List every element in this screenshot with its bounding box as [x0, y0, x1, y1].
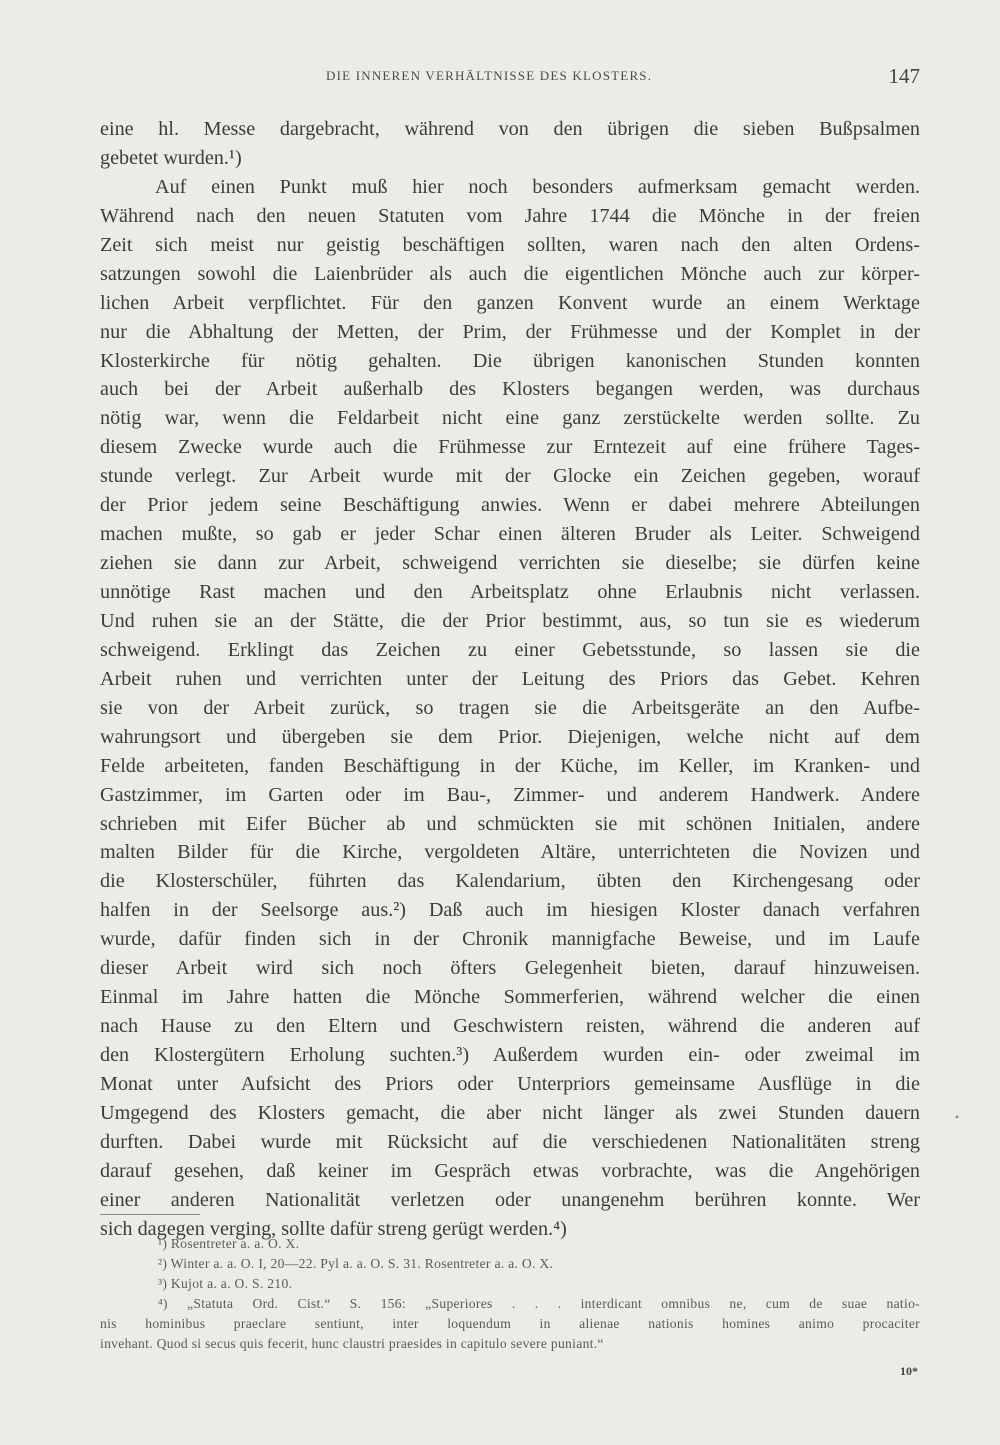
text-line: diesem Zwecke wurde auch die Frühmesse zur Erntezeit auf eine frühere Tages-	[100, 436, 920, 459]
footnote-2: ²) Winter a. a. O. I, 20—22. Pyl a. a. O. S. 31. Rosentreter a. a. O. X.	[158, 1256, 554, 1271]
body-text	[100, 115, 920, 1244]
text-line: schweigend. Erklingt das Zeichen zu einer Gebetsstunde, so lassen sie die	[100, 638, 920, 661]
text-line: dieser Arbeit wird sich noch öfters Gelegenheit bieten, darauf hinzuweisen.	[100, 957, 920, 980]
text-line: wahrungsort und übergeben sie dem Prior. Diejenigen, welche nicht auf dem	[100, 725, 920, 748]
text-line: Auf einen Punkt muß hier noch besonders aufmerksam gemacht werden.	[155, 175, 920, 198]
margin-mark: •	[955, 1110, 960, 1124]
text-line: Monat unter Aufsicht des Priors oder Unterpriors gemeinsame Ausflüge in die	[100, 1072, 920, 1095]
text-line: Umgegend des Klosters gemacht, die aber nicht länger als zwei Stunden dauern	[100, 1101, 920, 1124]
text-line: wurde, dafür finden sich in der Chronik mannigfache Beweise, und im Laufe	[100, 928, 920, 951]
text-line: nach Hause zu den Eltern und Geschwistern reisten, während die anderen auf	[100, 1015, 920, 1038]
running-header	[100, 64, 920, 94]
text-line: die Klosterschüler, führten das Kalendarium, übten den Kirchengesang oder	[100, 870, 920, 893]
text-line: stunde verlegt. Zur Arbeit wurde mit der Glocke ein Zeichen gegeben, worauf	[100, 465, 920, 488]
text-line: malten Bilder für die Kirche, vergoldeten Altäre, unterrichteten die Novizen und	[100, 841, 920, 864]
text-line: Arbeit ruhen und verrichten unter der Leitung des Priors das Gebet. Kehren	[100, 667, 920, 690]
running-title: DIE INNEREN VERHÄLTNISSE DES KLOSTERS.	[326, 68, 653, 83]
text-line: nur die Abhaltung der Metten, der Prim, der Frühmesse und der Komplet in der	[100, 320, 920, 343]
text-line: satzungen sowohl die Laienbrüder als auch die eigentlichen Mönche auch zur körper-	[100, 262, 920, 285]
footnote-divider	[100, 1214, 200, 1215]
text-line: durften. Dabei wurde mit Rücksicht auf die verschiedenen Nationalitäten streng	[100, 1130, 920, 1153]
text-line: ziehen sie dann zur Arbeit, schweigend verrichten sie dieselbe; sie dürfen keine	[100, 552, 920, 575]
text-line: sich dagegen verging, sollte dafür streng gerügt werden.⁴)	[100, 1217, 567, 1240]
page-number: 147	[888, 64, 920, 88]
footnote-3: ³) Kujot a. a. O. S. 210.	[158, 1276, 293, 1291]
text-line: den Klostergütern Erholung suchten.³) Außerdem wurden ein- oder zweimal im	[100, 1044, 920, 1066]
footnote-4-continued: nis hominibus praeclare sentiunt, inter loquendum in alienae nationis homines animo procaciter	[100, 1316, 920, 1331]
footnote-4: ⁴) „Statuta Ord. Cist.“ S. 156: „Superiores . . . interdicant omnibus ne, cum de suae natio-	[158, 1296, 920, 1311]
text-line: darauf gesehen, daß keiner im Gespräch etwas vorbrachte, was die Angehörigen	[100, 1159, 920, 1182]
text-line: sie von der Arbeit zurück, so tragen sie die Arbeitsgeräte an den Aufbe-	[100, 696, 920, 719]
text-line: unnötige Rast machen und den Arbeitsplatz ohne Erlaubnis nicht verlassen.	[100, 581, 920, 603]
footnote-4-continued: invehant. Quod si secus quis fecerit, hunc claustri praesides in capitulo severe puniant.“	[100, 1336, 604, 1351]
text-line: machen mußte, so gab er jeder Schar einen älteren Bruder als Leiter. Schweigend	[100, 523, 920, 546]
text-line: Gastzimmer, im Garten oder im Bau-, Zimmer- und anderem Handwerk. Andere	[100, 783, 920, 806]
text-line: einer anderen Nationalität verletzen oder unangenehm berühren konnte. Wer	[100, 1188, 920, 1211]
printer-signature: 10*	[900, 1364, 918, 1378]
text-line: der Prior jedem seine Beschäftigung anwies. Wenn er dabei mehrere Abteilungen	[100, 494, 920, 517]
text-line: nötig war, wenn die Feldarbeit nicht eine ganz zerstückelte werden sollte. Zu	[100, 407, 920, 430]
footnotes	[100, 1234, 920, 1354]
text-line: schrieben mit Eifer Bücher ab und schmückten sie mit schönen Initialen, andere	[100, 812, 920, 835]
text-line: gebetet wurden.¹)	[100, 146, 242, 169]
text-line: lichen Arbeit verpflichtet. Für den ganzen Konvent wurde an einem Werktage	[100, 291, 920, 314]
text-line: Und ruhen sie an der Stätte, die der Prior bestimmt, aus, so tun sie es wiederum	[100, 609, 920, 632]
text-line: Felde arbeiteten, fanden Beschäftigung in der Küche, im Keller, im Kranken- und	[100, 754, 920, 777]
text-line: Zeit sich meist nur geistig beschäftigen sollten, waren nach den alten Ordens-	[100, 233, 920, 256]
text-line: Klosterkirche für nötig gehalten. Die übrigen kanonischen Stunden konnten	[100, 349, 920, 372]
text-line: halfen in der Seelsorge aus.²) Daß auch im hiesigen Kloster danach verfahren	[100, 899, 920, 922]
footnote-1: ¹) Rosentreter a. a. O. X.	[158, 1236, 300, 1251]
text-line: eine hl. Messe dargebracht, während von den übrigen die sieben Bußpsalmen	[100, 118, 920, 140]
text-line: Einmal im Jahre hatten die Mönche Sommerferien, während welcher die einen	[100, 986, 920, 1009]
text-line: auch bei der Arbeit außerhalb des Klosters begangen werden, was durchaus	[100, 378, 920, 401]
text-line: Während nach den neuen Statuten vom Jahre 1744 die Mönche in der freien	[100, 204, 920, 227]
